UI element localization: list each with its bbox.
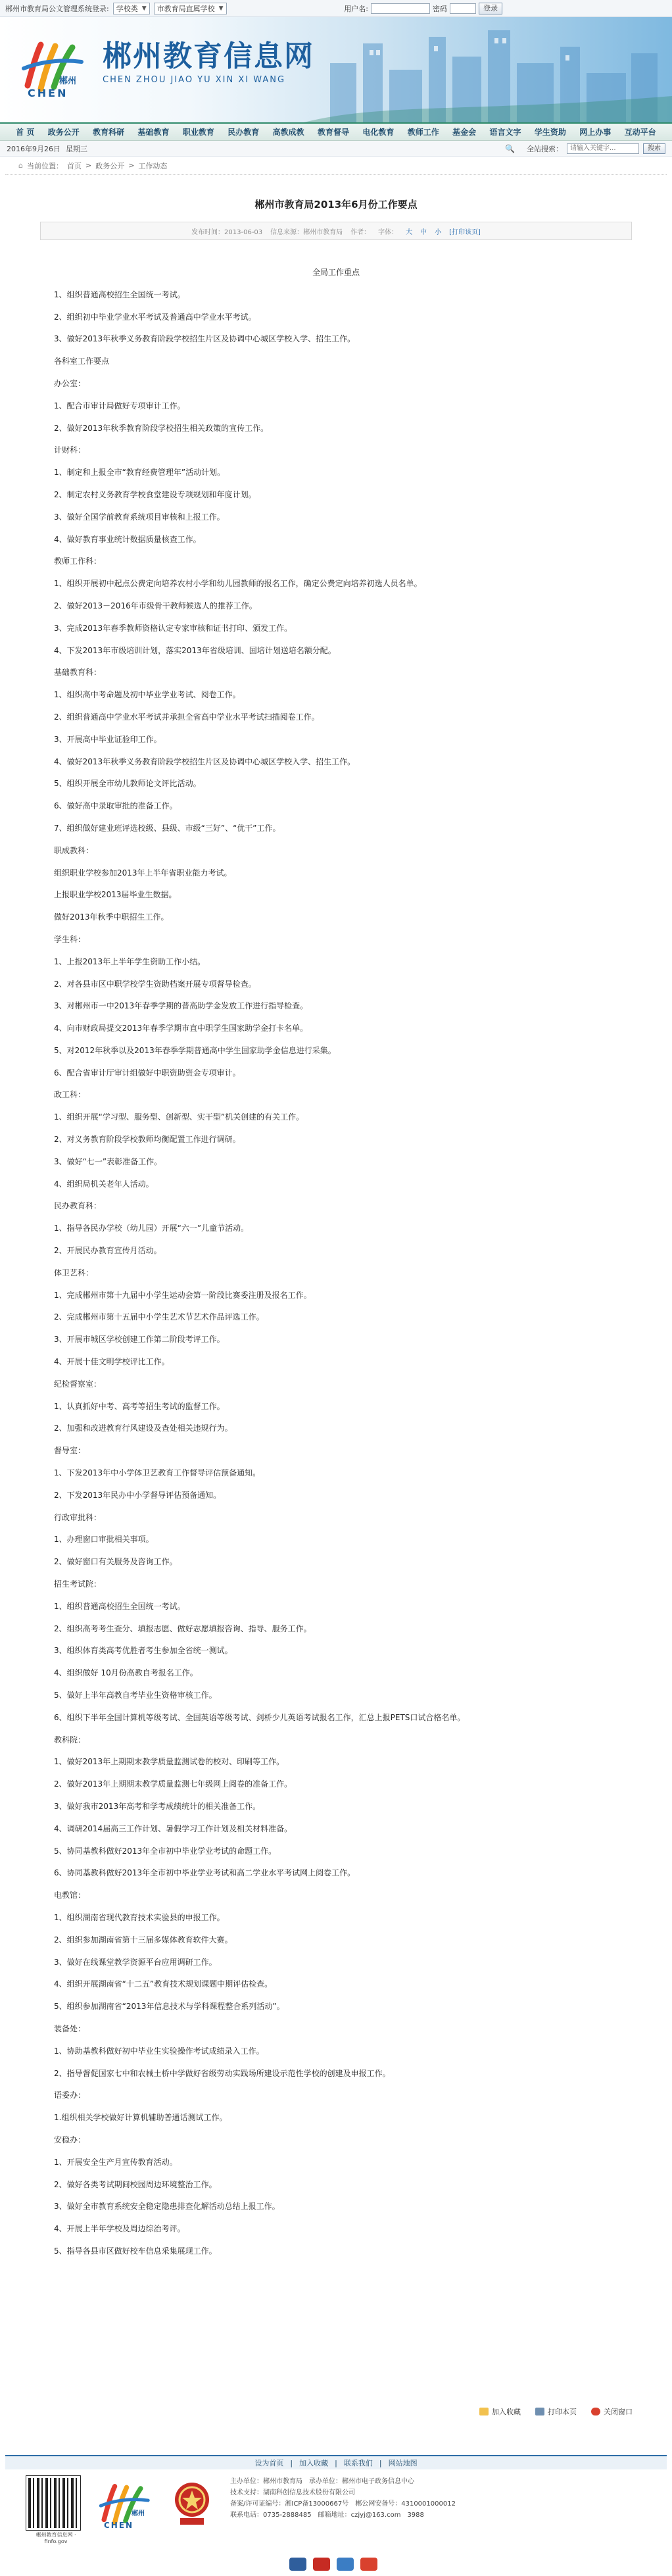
content-paragraph: 1、组织普通高校招生全国统一考试。 (54, 289, 185, 299)
police-badge-icon[interactable] (289, 2558, 306, 2571)
content-paragraph: 4、开展上半年学校及周边综治考评。 (54, 2224, 185, 2234)
content-paragraph: 5、组织参加湖南省“2013年信息技术与学科课程整合系列活动”。 (54, 2002, 285, 2012)
content-paragraph: 民办教育科： (54, 1201, 102, 1211)
nav-item-8[interactable]: 电化教育 (362, 128, 395, 137)
content-paragraph: 行政审批科： (54, 1512, 102, 1522)
content-paragraph: 2、做好各类考试期间校园周边环境整治工作。 (54, 2179, 217, 2189)
school-type-select[interactable] (113, 3, 150, 14)
content-paragraph: 5、组织开展全市幼儿教师论文评比活动。 (54, 779, 201, 789)
printer-icon (535, 2408, 544, 2415)
site-search (505, 143, 665, 154)
footer-link-favorite[interactable]: 加入收藏 (299, 2459, 329, 2467)
content-paragraph: 3、组织体育类高考优胜者考生参加全省统一测试。 (54, 1646, 233, 1656)
nav-item-3[interactable]: 基础教育 (137, 128, 170, 137)
content-paragraph: 各科室工作要点 (54, 357, 110, 366)
content-paragraph: 2、下发2013年民办中小学督导评估预备通知。 (54, 1490, 222, 1500)
breadcrumb-gov[interactable]: 政务公开 (95, 161, 125, 170)
content-paragraph: 办公室： (54, 378, 86, 388)
content-paragraph: 3、做好在线课堂教学资源平台应用调研工作。 (54, 1957, 217, 1967)
trust-badge-icon[interactable] (313, 2558, 330, 2571)
content-paragraph: 2、做好窗口有关服务及咨询工作。 (54, 1557, 178, 1567)
meta-font-label: 字体： (378, 228, 398, 236)
add-favorite-button[interactable] (479, 2406, 521, 2417)
nav-item-6[interactable]: 高教成教 (272, 128, 304, 137)
content-paragraph: 体卫艺科： (54, 1268, 94, 1277)
footer-icp: 备案/许可证编号：湘ICP备13000667号 郴公网安备号：4310001000012 (230, 2500, 456, 2508)
footer-logo-text-bottom: CHEN (104, 2521, 134, 2530)
content-paragraph: 4、开展十佳文明学校评比工作。 (54, 1357, 170, 1367)
content-paragraph: 5、对2012年秋季以及2013年春季学期普通高中学生国家助学金信息进行采集。 (54, 1045, 336, 1055)
current-weekday: 星期三 (66, 144, 87, 153)
school-type-value: 学校类 (116, 4, 138, 13)
content-paragraph: 2、开展民办教育宣传月活动。 (54, 1246, 162, 1256)
article-meta (40, 222, 632, 240)
content-paragraph: 1、开展安全生产月宣传教育活动。 (54, 2157, 178, 2167)
alert-badge-icon[interactable] (360, 2558, 377, 2571)
content-paragraph: 教科院： (54, 1735, 86, 1745)
record-badge-icon[interactable] (337, 2558, 354, 2571)
content-paragraph: 1、办理窗口审批相关事项。 (54, 1535, 154, 1545)
date-search-bar (0, 141, 672, 157)
content-paragraph: 3、做好我市2013年高考和学考成绩统计的相关准备工作。 (54, 1801, 261, 1811)
content-paragraph: 2、组织普通高中学业水平考试并承担全省高中学业水平考试扫描阅卷工作。 (54, 712, 320, 722)
content-paragraph: 1、组织高中考命题及初中毕业学业考试、阅卷工作。 (54, 690, 241, 700)
login-fields (344, 3, 502, 14)
content-paragraph: 4、下发2013年市级培训计划，落实2013年省级培训、国培计划送培名额分配。 (54, 645, 336, 655)
content-paragraph: 教师工作科： (54, 557, 102, 566)
meta-date: 发布时间：2013-06-03 (191, 228, 263, 236)
breadcrumb-home[interactable]: 首页 (66, 161, 82, 170)
footer-body (0, 2469, 672, 2544)
content-paragraph: 1、做好2013年上期期末教学质量监测试卷的校对、印刷等工作。 (54, 1757, 285, 1767)
content-paragraph: 1、协助基教科做好初中毕业生实验操作考试成绩录入工作。 (54, 2046, 264, 2056)
nav-item-9[interactable]: 教师工作 (407, 128, 439, 137)
chevron-down-icon: ▼ (141, 5, 147, 12)
site-pinyin: CHEN ZHOU JIAO YU XIN XI WANG (103, 75, 286, 85)
site-banner (0, 17, 672, 122)
footer-logo (99, 2480, 158, 2533)
nav-item-2[interactable]: 教育科研 (93, 128, 125, 137)
content-paragraph: 3、开展高中毕业证验印工作。 (54, 734, 162, 744)
nav-item-10[interactable]: 基金会 (452, 128, 477, 137)
content-paragraph: 安稳办： (54, 2135, 86, 2144)
nav-item-7[interactable]: 教育督导 (317, 128, 349, 137)
content-paragraph: 1、下发2013年中小学体卫艺教育工作督导评估预备通知。 (54, 1468, 261, 1478)
content-paragraph: 2、做好2013－2016年市级骨干教师候选人的推荐工作。 (54, 601, 257, 610)
logo-text-bottom: CHEN (28, 87, 68, 99)
article-body (34, 266, 638, 2257)
search-icon: 🔍 (505, 143, 515, 153)
close-window-label: 关闭窗口 (604, 2408, 633, 2416)
nav-item-1[interactable]: 政务公开 (47, 128, 80, 137)
close-window-button[interactable] (591, 2406, 633, 2417)
content-paragraph: 2、完成郴州市第十五届中小学生艺术节艺术作品评选工作。 (54, 1312, 264, 1322)
star-icon (479, 2408, 489, 2415)
content-paragraph: 1、组织开展初中起点公费定向培养农村小学和幼儿园教师的报名工作，确定公费定向培养初选人员名单。 (54, 579, 422, 589)
footer-logo-text-top: 郴州 (132, 2510, 145, 2517)
main-nav (0, 122, 672, 141)
breadcrumb-sep: > (128, 161, 135, 170)
content-paragraph: 3、做好2013年秋季义务教育阶段学校招生片区及协调中心城区学校入学、招生工作。 (54, 334, 356, 344)
content-paragraph: 3、开展市城区学校创建工作第二阶段考评工作。 (54, 1335, 225, 1345)
login-button[interactable]: 登录 (479, 3, 502, 14)
content-paragraph: 政工科： (54, 1090, 86, 1100)
font-size-large[interactable]: 大 (406, 228, 413, 236)
footer-link-sitemap[interactable]: 网站地图 (388, 2459, 418, 2467)
meta-author: 作者： (350, 228, 371, 236)
add-favorite-label: 加入收藏 (492, 2408, 521, 2416)
content-paragraph: 2、组织高考考生查分、填报志愿、做好志愿填报咨询、指导、服务工作。 (54, 1623, 312, 1633)
content-paragraph: 3、完成2013年春季教师资格认定专家审核和证书打印、颁发工作。 (54, 623, 293, 633)
footer-tech-support: 技术支持：湖南科创信息技术股份有限公司 (230, 2489, 355, 2496)
content-paragraph: 计财科： (54, 445, 86, 455)
login-lead-text: 郴州市教育局公文管理系统登录: (5, 4, 109, 13)
content-paragraph: 2、制定农村义务教育学校食堂建设专项规划和年度计划。 (54, 489, 256, 499)
content-paragraph: 1.组织相关学校做好计算机辅助普通话测试工作。 (54, 2113, 228, 2123)
content-paragraph: 语委办： (54, 2091, 86, 2100)
content-paragraph: 1、组织普通高校招生全国统一考试。 (54, 1601, 185, 1611)
footer-sponsor: 主办单位：郴州市教育局 承办单位：郴州市电子政务信息中心 (230, 2478, 414, 2485)
username-label: 用户名: (344, 4, 368, 13)
content-paragraph: 上报职业学校2013届毕业生数据。 (54, 890, 177, 900)
footer-info (230, 2476, 456, 2521)
content-paragraph: 5、指导各县市区做好校车信息采集展现工作。 (54, 2246, 217, 2256)
content-paragraph: 2、做好2013年秋季教育阶段学校招生相关政策的宣传工作。 (54, 423, 269, 433)
content-paragraph: 2、加强和改进教育行风建设及查处相关违规行为。 (54, 1424, 233, 1433)
content-paragraph: 2、对各县市区中职学校学生资助档案开展专项督导检查。 (54, 979, 256, 989)
site-footer (0, 2455, 672, 2576)
content-paragraph: 职成教科： (54, 845, 94, 855)
article (0, 197, 672, 2257)
qr-caption: 郴州教育信息网 · finfo.gov (36, 2532, 76, 2544)
footer-contact: 联系电话：0735-2888485 邮箱地址：czjyj@163.com 3988 (230, 2512, 424, 2519)
content-paragraph: 3、做好全国学前教育系统项目审核和上报工作。 (54, 512, 225, 522)
footer-link-home[interactable]: 设为首页 (254, 2459, 284, 2467)
password-label: 密码 (433, 4, 447, 13)
site-search-input[interactable]: 请输入关键字... (567, 143, 639, 154)
breadcrumb (5, 157, 667, 175)
content-paragraph: 招生考试院： (54, 1579, 102, 1589)
content-paragraph: 4、组织局机关老年人活动。 (54, 1179, 154, 1189)
current-date: 2016年9月26日 (7, 144, 60, 153)
breadcrumb-prefix: 当前位置： (26, 161, 63, 170)
content-paragraph: 4、向市财政局提交2013年春季学期市直中职学生国家助学金打卡名单。 (54, 1024, 308, 1033)
logo-text-top: 郴州 (59, 76, 77, 86)
content-paragraph: 全局工作重点 (312, 268, 360, 277)
qr-code-image (26, 2476, 80, 2530)
content-paragraph: 2、对义务教育阶段学校教师均衡配置工作进行调研。 (54, 1135, 241, 1145)
content-paragraph: 1、上报2013年上半年学生资助工作小结。 (54, 956, 206, 966)
content-paragraph: 督导室： (54, 1446, 86, 1456)
content-paragraph: 4、做好2013年秋季义务教育阶段学校招生片区及协调中心城区学校入学、招生工作。 (54, 756, 356, 766)
content-paragraph: 6、组织下半年全国计算机等级考试、全国英语等级考试、剑桥少儿英语考试报名工作，汇总上报PETS口试合格名单。 (54, 1712, 466, 1722)
nav-item-5[interactable]: 民办教育 (228, 128, 260, 137)
site-search-label: 全站搜索： (527, 144, 563, 153)
content-paragraph: 2、组织初中毕业学业水平考试及普通高中学业水平考试。 (54, 312, 256, 322)
nav-item-11[interactable]: 语言文字 (489, 128, 521, 137)
city-skyline-graphic (304, 24, 672, 122)
content-paragraph: 4、组织做好 10月份高教自考报名工作。 (54, 1668, 198, 1678)
content-paragraph: 组织职业学校参加2013年上半年省职业能力考试。 (54, 868, 232, 878)
content-paragraph: 基础教育科： (54, 668, 102, 678)
site-title: 郴州教育信息网 (103, 39, 314, 73)
username-input[interactable] (371, 3, 430, 14)
content-paragraph: 2、组织参加湖南省第十三届多媒体教育软件大赛。 (54, 1935, 233, 1944)
password-input[interactable] (450, 3, 476, 14)
print-link[interactable]: [打印该页] (449, 228, 481, 236)
content-paragraph: 5、做好上半年高教自考毕业生资格审核工作。 (54, 1691, 217, 1700)
content-paragraph: 6、配合省审计厅审计组做好中职资助资金专项审计。 (54, 1068, 241, 1077)
logo-mark-icon (21, 39, 93, 99)
content-paragraph: 6、做好高中录取审批的准备工作。 (54, 801, 178, 811)
font-size-medium[interactable]: 中 (420, 228, 427, 236)
content-paragraph: 电教馆： (54, 1891, 86, 1900)
content-paragraph: 1、认真抓好中考、高考等招生考试的监督工作。 (54, 1401, 225, 1411)
gov-site-badge-icon[interactable] (171, 2480, 213, 2526)
content-paragraph: 6、协同基教科做好2013年全市初中毕业学业考试和高二学业水平考试网上阅卷工作。 (54, 1868, 356, 1878)
breadcrumb-news[interactable]: 工作动态 (138, 161, 168, 170)
content-paragraph: 装备处： (54, 2023, 86, 2033)
nav-item-4[interactable]: 职业教育 (182, 128, 214, 137)
content-paragraph: 2、指导督促国家七中和农械土桥中学做好省级劳动实践场所建设示范性学校的创建及申报工作。 (54, 2068, 391, 2078)
meta-source: 信息来源：郴州市教育局 (270, 228, 343, 236)
article-title: 郴州市教育局2013年6月份工作要点 (254, 199, 418, 211)
qr-code (26, 2476, 85, 2544)
footer-sep: | (290, 2458, 293, 2467)
nav-item-14[interactable]: 互动平台 (624, 128, 656, 137)
footer-badges (289, 2558, 377, 2571)
content-paragraph: 1、组织开展“学习型、服务型、创新型、实干型”机关创建的有关工作。 (54, 1112, 304, 1122)
footer-sep: | (379, 2458, 382, 2467)
font-size-small[interactable]: 小 (435, 228, 442, 236)
content-paragraph: 4、调研2014届高三工作计划、暑假学习工作计划及相关材料准备。 (54, 1823, 293, 1833)
nav-item-13[interactable]: 网上办事 (579, 128, 612, 137)
content-paragraph: 7、组织做好建业班评选校级、县级、市级“三好”、“优干”工作。 (54, 823, 281, 833)
content-paragraph: 5、协同基教科做好2013年全市初中毕业学业考试的命题工作。 (54, 1846, 277, 1856)
print-page-button[interactable] (535, 2406, 577, 2417)
content-paragraph: 4、组织开展湖南省“十二五”教育技术规划课题中期评估检查。 (54, 1979, 273, 1989)
footer-link-contact[interactable]: 联系我们 (343, 2459, 373, 2467)
school-select[interactable] (154, 3, 227, 14)
top-login-bar (0, 0, 672, 17)
content-paragraph: 2、做好2013年上期期末教学质量监测七年级网上阅卷的准备工作。 (54, 1779, 293, 1789)
content-paragraph: 纪检督察室： (54, 1379, 102, 1389)
school-value: 市教育局直属学校 (156, 4, 215, 13)
content-paragraph: 做好2013年秋季中职招生工作。 (54, 912, 169, 922)
content-paragraph: 1、组织湖南省现代教育技术实验县的申报工作。 (54, 1912, 225, 1922)
content-paragraph: 3、对郴州市一中2013年春季学期的普高助学金发放工作进行指导检查。 (54, 1001, 308, 1011)
content-paragraph: 4、做好教育事业统计数据质量核查工作。 (54, 534, 201, 544)
page-tools (479, 2406, 633, 2417)
nav-item-0[interactable]: 首 页 (16, 128, 35, 137)
content-paragraph: 1、指导各民办学校（幼儿园）开展“六一”儿童节活动。 (54, 1224, 249, 1233)
breadcrumb-sep: > (85, 161, 92, 170)
content-paragraph: 3、做好全市教育系统安全稳定隐患排查化解活动总结上报工作。 (54, 2202, 280, 2212)
print-page-label: 打印本页 (548, 2408, 577, 2416)
chevron-down-icon: ▼ (218, 5, 224, 12)
footer-sep: | (335, 2458, 337, 2467)
content-paragraph: 1、完成郴州市第十九届中小学生运动会第一阶段比赛委注册及报名工作。 (54, 1290, 312, 1300)
site-logo[interactable] (21, 39, 314, 99)
footer-links (5, 2455, 667, 2469)
home-icon: ⌂ (18, 161, 23, 170)
content-paragraph: 1、配合市审计局做好专项审计工作。 (54, 401, 185, 410)
nav-item-12[interactable]: 学生资助 (534, 128, 566, 137)
content-paragraph: 学生科： (54, 934, 86, 944)
site-title-block (103, 39, 314, 85)
content-paragraph: 1、制定和上报全市“教育经费管理年”活动计划。 (54, 468, 226, 478)
content-paragraph: 3、做好“七一”表彰准备工作。 (54, 1156, 162, 1166)
close-icon (591, 2408, 600, 2415)
site-search-button[interactable]: 搜索 (643, 143, 665, 154)
